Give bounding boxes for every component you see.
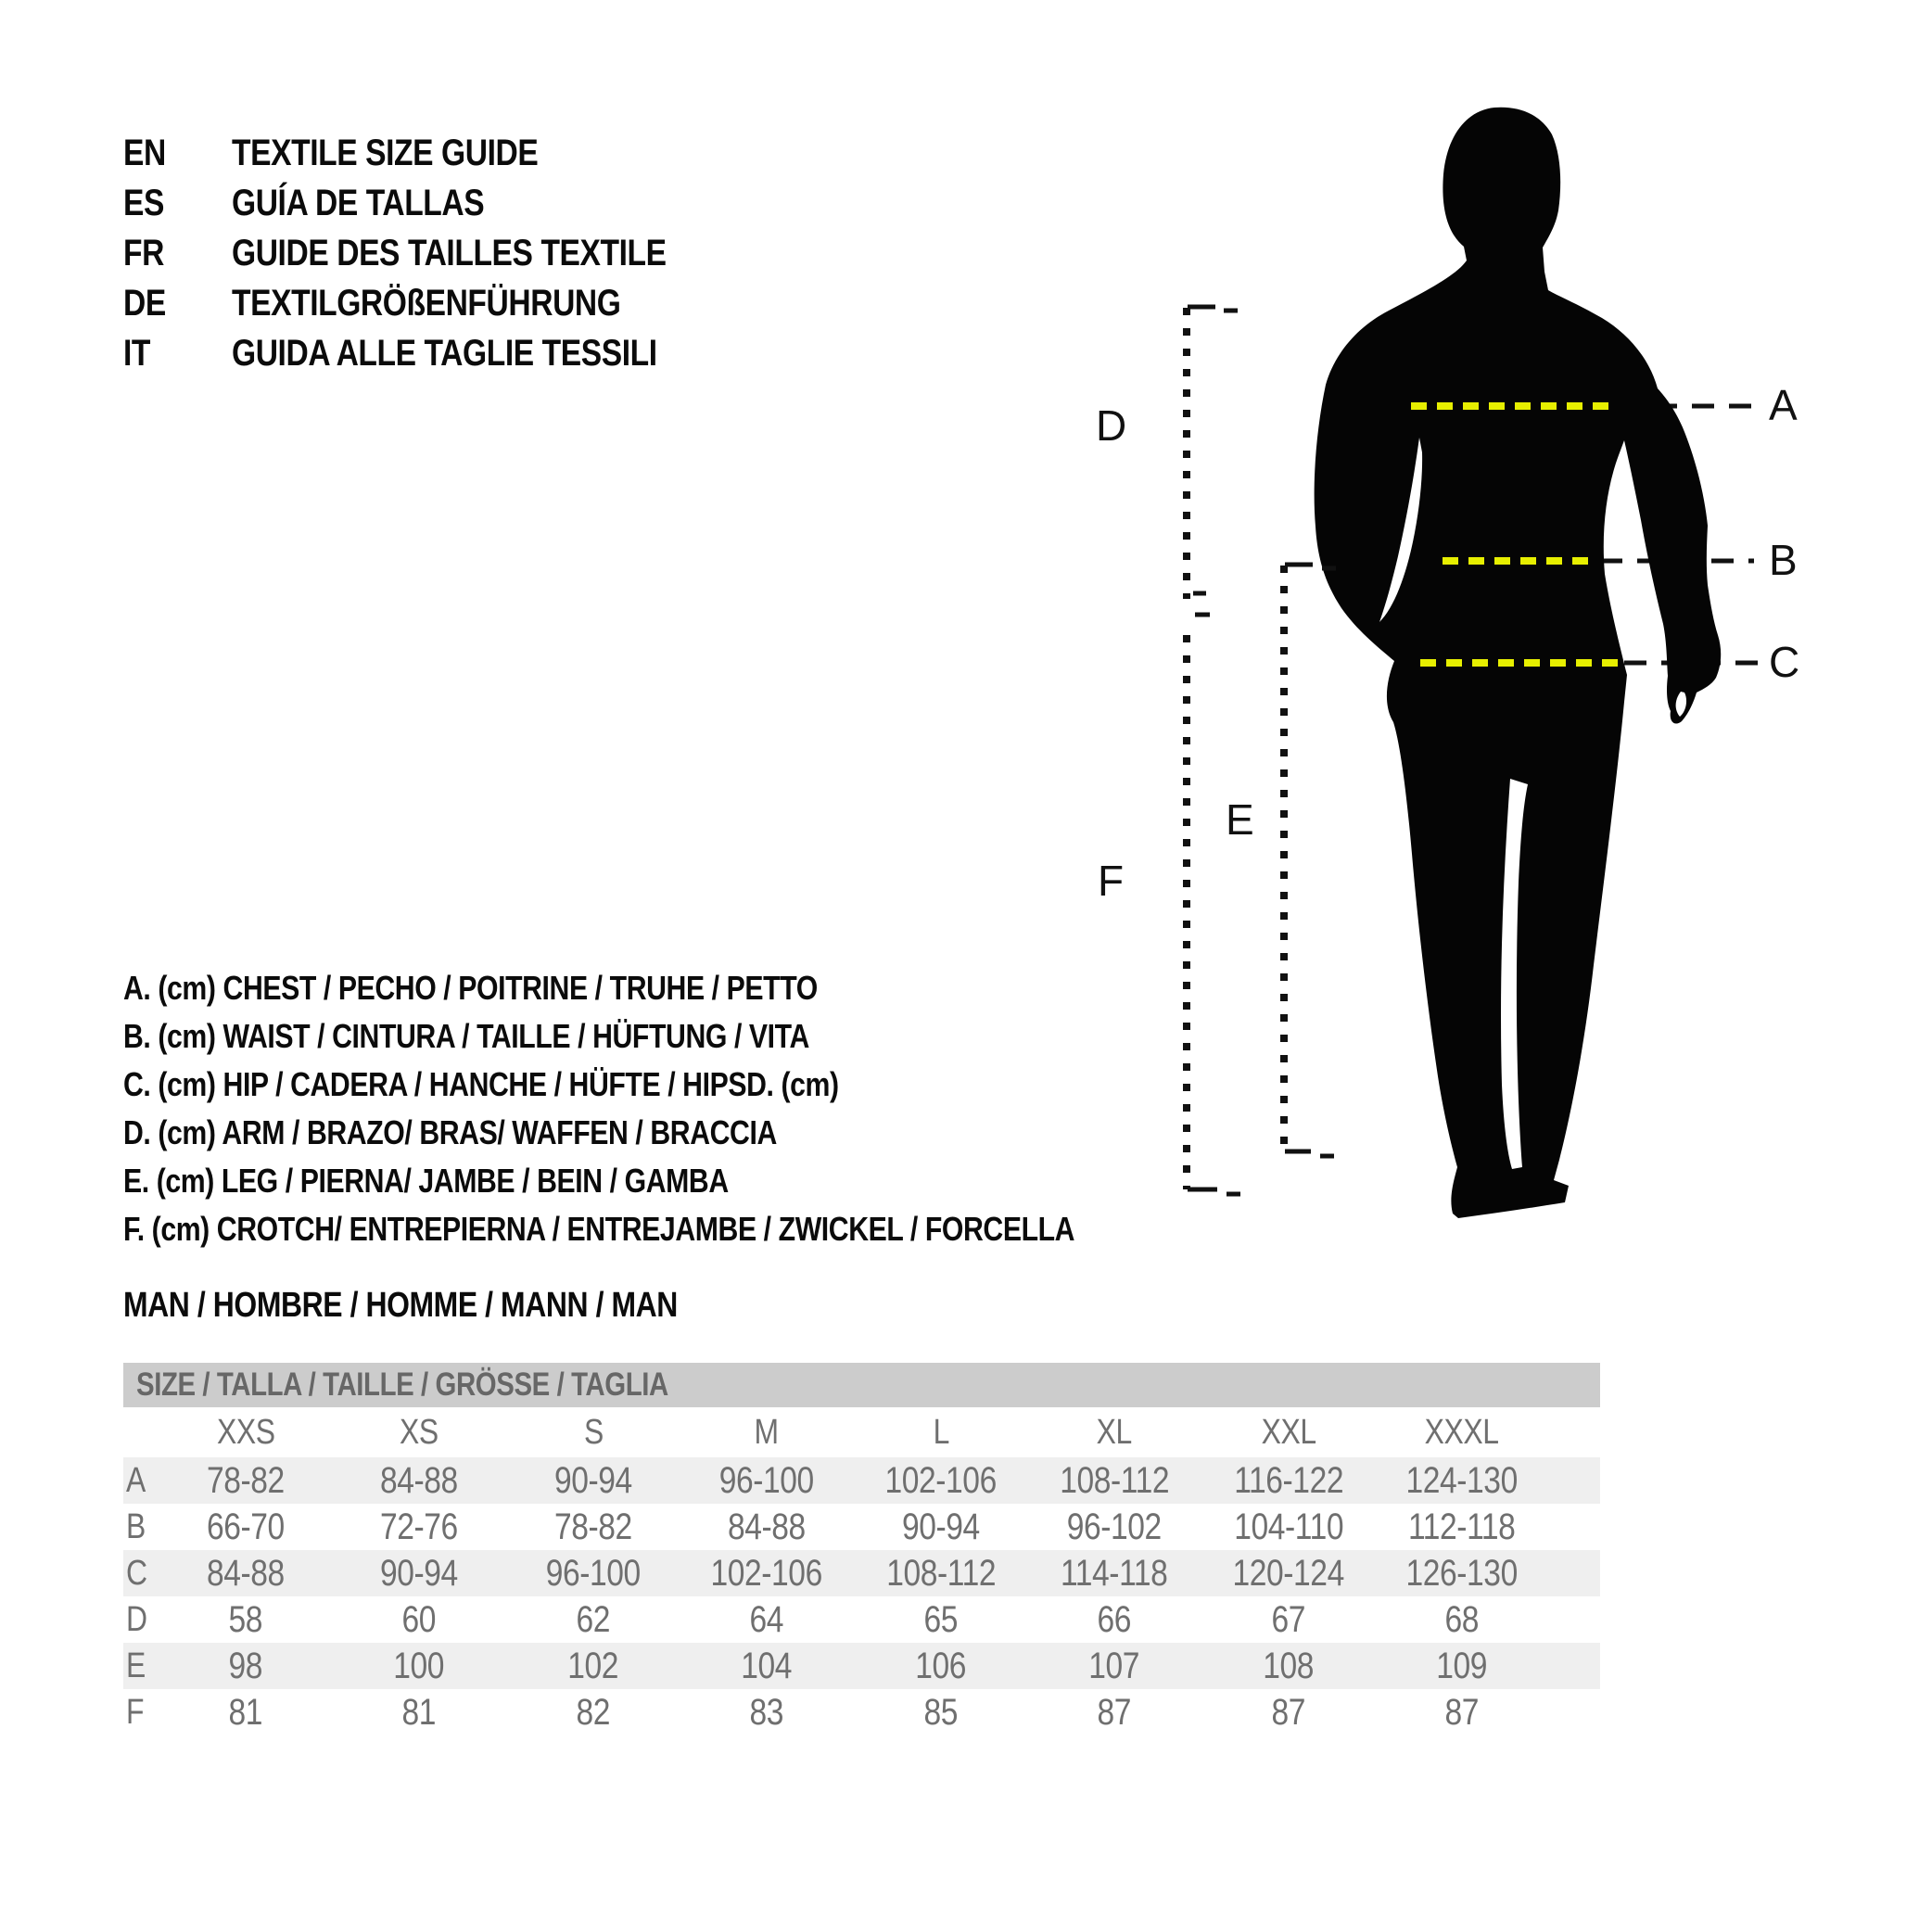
cell-text: 100 [393,1646,445,1686]
man-silhouette [1315,108,1722,1218]
cell-text: 112-118 [1408,1506,1516,1547]
legend-line-f: F. (cm) CROTCH/ ENTREPIERNA / ENTREJAMBE / ZWICKEL / FORCELLA [123,1210,1075,1248]
cell-text: 102-106 [710,1553,823,1594]
cell-text: 66-70 [207,1506,285,1547]
cell-text: 84-88 [728,1506,806,1547]
lang-code: ES [123,183,164,223]
cell-text: 104 [741,1646,793,1686]
legend-line-a: A. (cm) CHEST / PECHO / POITRINE / TRUHE / PETTO [123,969,818,1007]
legend-line-b: B. (cm) WAIST / CINTURA / TAILLE / HÜFTUNG / VITA [123,1017,809,1055]
cell-text: 98 [228,1646,263,1686]
cell-text: 102-106 [884,1460,998,1501]
lang-title: TEXTILE SIZE GUIDE [232,133,539,173]
cell-text: 124-130 [1405,1460,1519,1501]
gender-line: MAN / HOMBRE / HOMME / MANN / MAN [123,1286,678,1325]
cell-text: 83 [749,1692,784,1733]
lang-title: GUÍA DE TALLAS [232,183,485,223]
cell-text: 78-82 [554,1506,632,1547]
lang-title: GUIDE DES TAILLES TEXTILE [232,233,667,273]
cell-text: 62 [576,1599,611,1640]
cell-text: 87 [1444,1692,1480,1733]
lang-title: TEXTILGRÖßENFÜHRUNG [232,283,621,324]
cell-text: 60 [401,1599,437,1640]
cell-text: 90-94 [902,1506,980,1547]
cell-text: 104-110 [1234,1506,1343,1547]
cell-text: XL [1096,1413,1133,1452]
cell-text: E [126,1646,146,1685]
measure-ticks [1188,307,1336,1194]
cell-text: XXXL [1425,1413,1499,1452]
label-waist: B [1769,536,1798,584]
cell-text: 87 [1271,1692,1306,1733]
cell-text: 66 [1097,1599,1132,1640]
cell-text: 108-112 [886,1553,996,1594]
cell-text: 84-88 [207,1553,285,1594]
cell-text: 109 [1436,1646,1488,1686]
cell-text: 58 [228,1599,263,1640]
label-hip: C [1769,638,1800,686]
size-table-header-bar: SIZE / TALLA / TAILLE / GRÖSSE / TAGLIA [123,1363,1600,1407]
cell-text: 90-94 [380,1553,458,1594]
cell-text: 90-94 [554,1460,632,1501]
cell-text: 82 [576,1692,611,1733]
legend-line-d: D. (cm) ARM / BRAZO/ BRAS/ WAFFEN / BRACCIA [123,1113,777,1151]
label-crotch: F [1098,857,1125,905]
lang-code: IT [123,333,151,374]
lang-title: GUIDA ALLE TAGLIE TESSILI [232,333,657,374]
lang-code: FR [123,233,164,273]
cell-text: 126-130 [1405,1553,1519,1594]
cell-text: 120-124 [1232,1553,1345,1594]
cell-text: 116-122 [1234,1460,1343,1501]
cell-text: A [126,1461,146,1500]
cell-text: 81 [228,1692,263,1733]
cell-text: 65 [923,1599,959,1640]
lang-code: DE [123,283,166,324]
label-arm: D [1096,401,1127,450]
cell-text: 85 [923,1692,959,1733]
cell-text: B [126,1507,146,1546]
cell-text: 78-82 [207,1460,285,1501]
cell-text: XXS [216,1413,275,1452]
label-chest: A [1769,381,1798,429]
cell-text: 72-76 [380,1506,458,1547]
cell-text: 67 [1271,1599,1306,1640]
cell-text: 96-100 [545,1553,642,1594]
cell-text: 68 [1444,1599,1480,1640]
cell-text: 106 [915,1646,967,1686]
vertical-measure-lines [1187,308,1284,1189]
cell-text: C [126,1554,147,1593]
cell-text: 114-118 [1061,1553,1168,1594]
label-leg: E [1226,795,1254,844]
cell-text: 84-88 [380,1460,458,1501]
cell-text: XXL [1261,1413,1316,1452]
cell-text: 96-102 [1066,1506,1163,1547]
cell-text: 107 [1088,1646,1140,1686]
cell-text: 64 [749,1599,784,1640]
cell-text: 96-100 [718,1460,815,1501]
cell-text: 87 [1097,1692,1132,1733]
cell-text: 81 [401,1692,437,1733]
cell-text: 108 [1263,1646,1315,1686]
cell-text: D [126,1600,147,1639]
legend-line-c: C. (cm) HIP / CADERA / HANCHE / HÜFTE / HIPSD. (cm) [123,1065,839,1103]
cell-text: L [933,1413,949,1452]
cell-text: S [583,1413,604,1452]
cell-text: F [126,1693,145,1732]
legend-line-e: E. (cm) LEG / PIERNA/ JAMBE / BEIN / GAMBA [123,1162,729,1200]
lang-code: EN [123,133,166,173]
cell-text: M [754,1413,780,1452]
cell-text: 102 [567,1646,619,1686]
cell-text: XS [400,1413,439,1452]
cell-text: 108-112 [1060,1460,1169,1501]
